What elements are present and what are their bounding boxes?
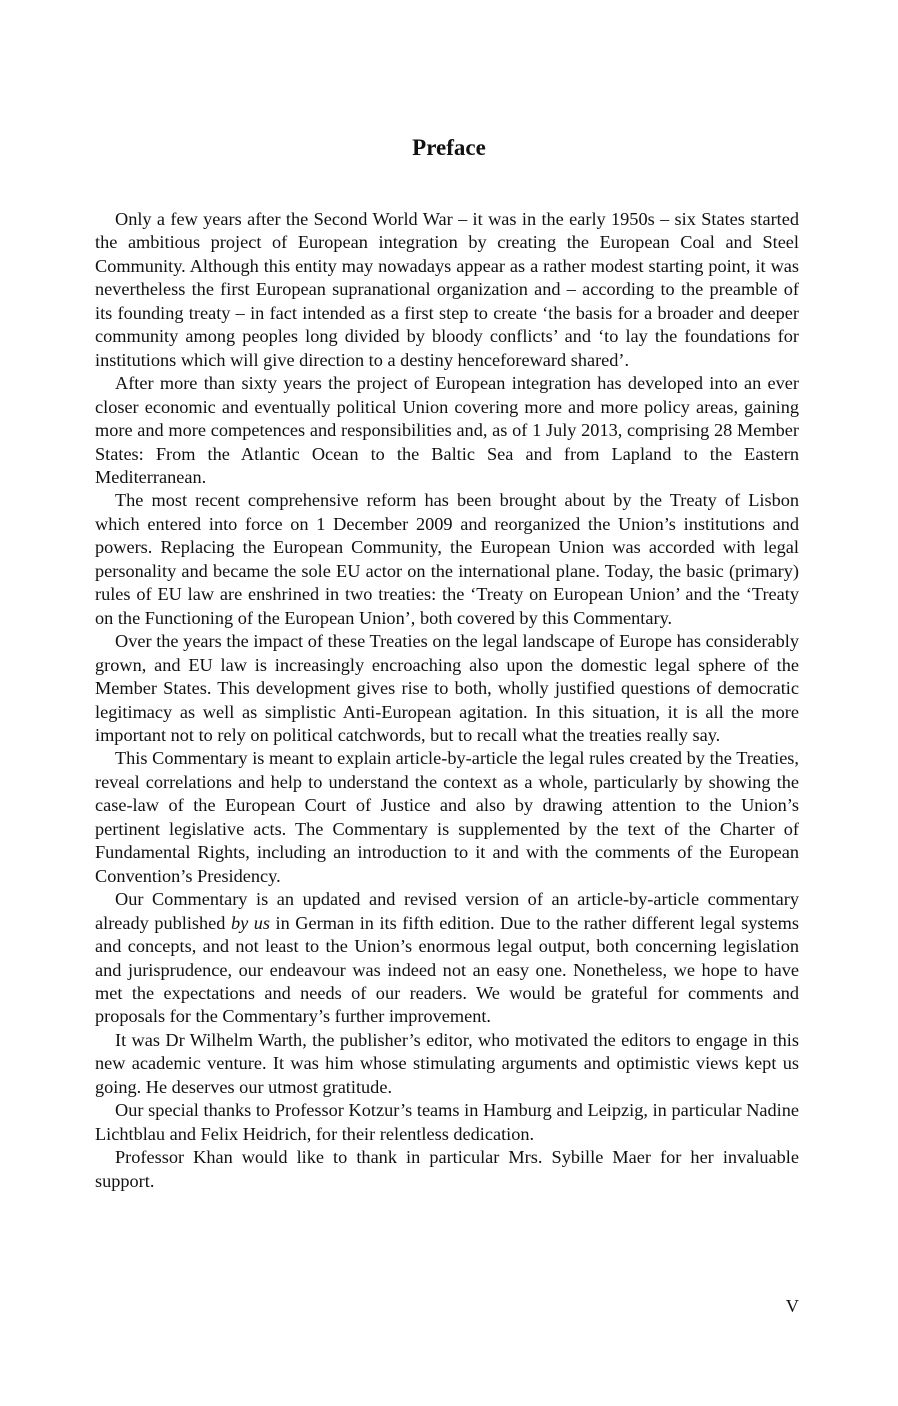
paragraph: Professor Khan would like to thank in particular Mrs. Sybille Maer for her invaluable support.: [95, 1147, 799, 1191]
paragraph: This Commentary is meant to explain article-by-article the legal rules created by the Treaties, reveal correlations and help to understand the context as a whole, particularly by showing the case-law of the European Court of Justice and also by drawing attention to the Union’s pertinent legislative acts. The Commentary is supplemented by the text of the Charter of Fundamental Rights, including an introduction to it and with the comments of the European Convention’s Presidency.: [95, 748, 799, 886]
paragraph: It was Dr Wilhelm Warth, the publisher’s editor, who motivated the editors to engage in this new academic venture. It was him whose stimulating arguments and optimistic views kept us going. He deserves our utmost gratitude.: [95, 1029, 799, 1097]
paragraph: After more than sixty years the project of European integration has developed into an ever closer economic and eventually political Union covering more and more policy areas, gaining more and more competences and responsibilities and, as of 1 July 2013, comprising 28 Member States: From the Atlantic Ocean to the Baltic Sea and from Lapland to the Eastern Mediterranean.: [95, 373, 799, 487]
paragraph: Over the years the impact of these Treaties on the legal landscape of Europe has considerably grown, and EU law is increasingly encroaching also upon the domestic legal sphere of the Member States. This development gives rise to both, wholly justified questions of democratic legitimacy as well as simplistic Anti-European agitation. In this situation, it is all the more important not to rely on political catchwords, but to recall what the treaties really say.: [95, 631, 799, 745]
preface-body: [95, 208, 799, 1193]
paragraph-text: in German in its fifth edition. Due to the rather different legal systems and concepts, and not least to the Union’s enormous legal output, both concerning legislation and jurisprudence, our endeavour was indeed not an easy one. Nonetheless, we hope to have met the expectations and needs of our readers. We would be grateful for comments and proposals for the Commentary’s further improvement.: [95, 912, 799, 1027]
paragraph: The most recent comprehensive reform has been brought about by the Treaty of Lisbon which entered into force on 1 December 2009 and reorganized the Union’s institutions and powers. Replacing the European Community, the European Union was accorded with legal personality and became the sole EU actor on the international plane. Today, the basic (primary) rules of EU law are enshrined in two treaties: the ‘Treaty on European Union’ and the ‘Treaty on the Functioning of the European Union’, both covered by this Commentary.: [95, 490, 799, 628]
paragraph: Only a few years after the Second World War – it was in the early 1950s – six States started the ambitious project of European integration by creating the European Coal and Steel Community. Although this entity may nowadays appear as a rather modest starting point, it was nevertheless the first European supranational organization and – according to the preamble of its founding treaty – in fact intended as a first step to create ‘the basis for a broader and deeper community among peoples long divided by bloody conflicts’ and ‘to lay the foundations for institutions which will give direction to a destiny henceforeward shared’.: [95, 209, 799, 370]
paragraph-text: Our Commentary is an updated and revised version of an article-by-article commentary already published: [95, 889, 799, 933]
page-title: Preface: [412, 135, 486, 160]
paragraph: Our special thanks to Professor Kotzur’s teams in Hamburg and Leipzig, in particular Nadine Lichtblau and Felix Heidrich, for their relentless dedication.: [95, 1100, 799, 1144]
italic-text: by us: [230, 912, 270, 933]
page-number: V: [785, 1296, 799, 1316]
paragraph: [95, 888, 799, 1029]
